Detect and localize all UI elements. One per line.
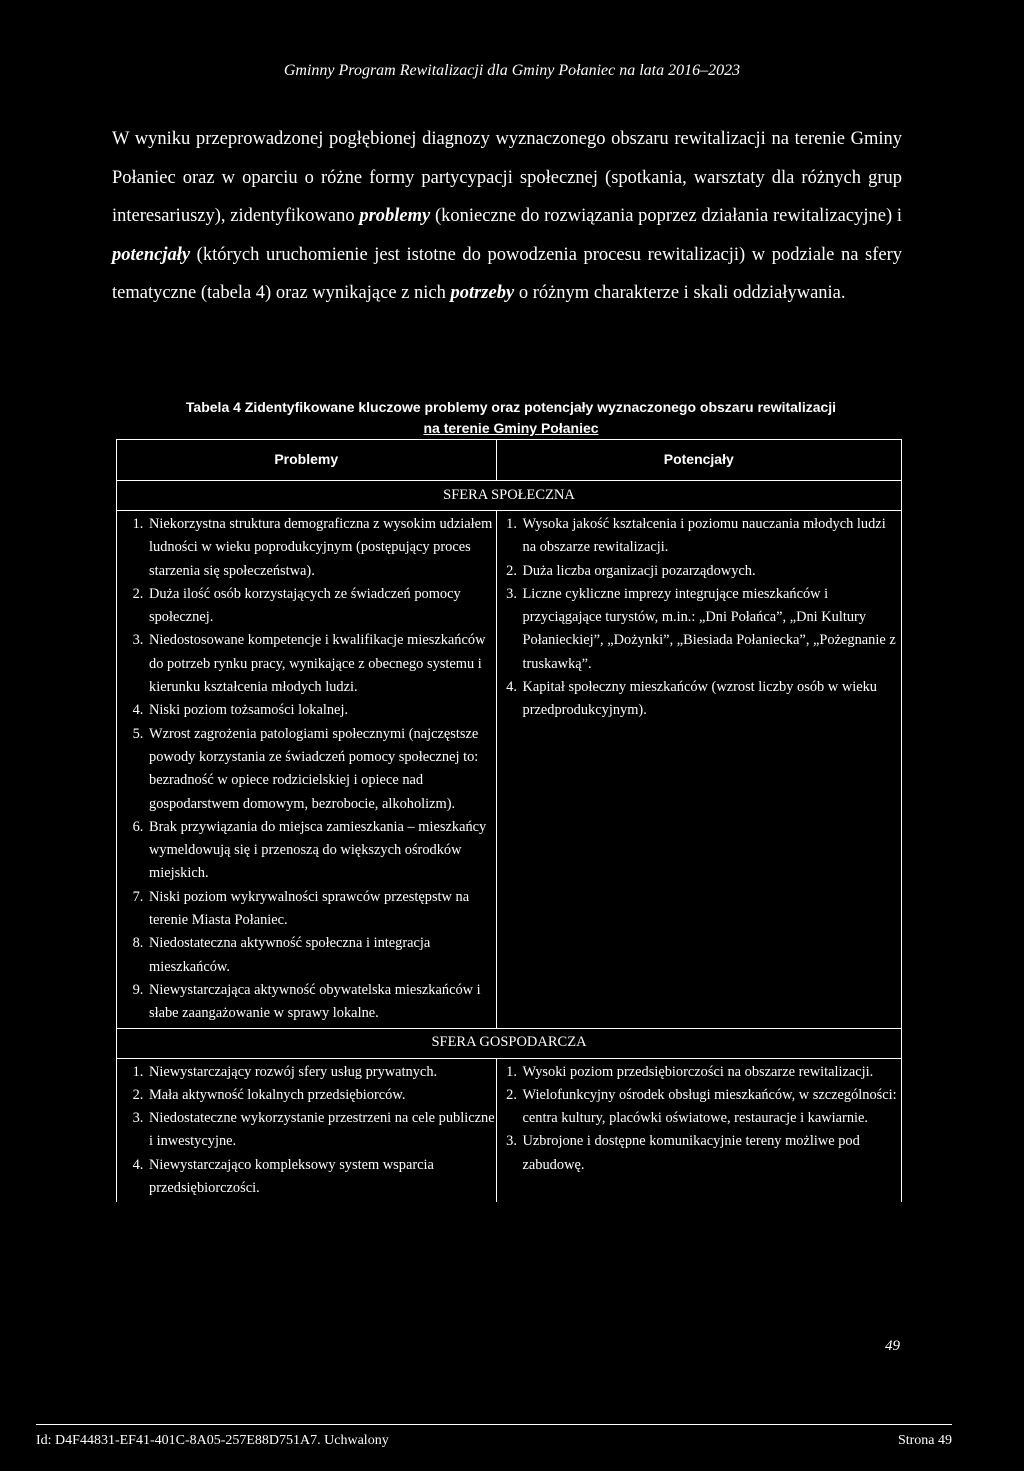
sphere-content-economic — [117, 1058, 902, 1202]
intro-emphasis-potencjaly: potencjały — [112, 244, 191, 265]
list-item: 3. Niedostateczne wykorzystanie przestrzeni na cele publiczne i inwestycyjne. — [147, 1107, 496, 1154]
list-item: 4. Kapitał społeczny mieszkańców (wzrost liczby osób w wieku przedprodukcyjnym). — [521, 676, 901, 723]
list-item: 1. Wysoki poziom przedsiębiorczości na obszarze rewitalizacji. — [521, 1061, 901, 1084]
running-header: Gminny Program Rewitalizacji dla Gminy Połaniec na lata 2016–2023 — [283, 62, 741, 79]
economic-potentials-list — [497, 1061, 901, 1177]
list-item: 4. Niski poziom tożsamości lokalnej. — [147, 699, 496, 722]
list-item: 2. Duża ilość osób korzystających ze świadczeń pomocy społecznej. — [147, 583, 496, 630]
social-potentials-list — [497, 513, 901, 723]
sphere-content-social — [117, 511, 902, 1029]
list-item: 3. Niedostosowane kompetencje i kwalifikacje mieszkańców do potrzeb rynku pracy, wynikające z obecnego systemu i kierunku kształcenia młodych ludzi. — [147, 629, 496, 699]
list-item: 1. Wysoka jakość kształcenia i poziomu nauczania młodych ludzi na obszarze rewitalizacji. — [521, 513, 901, 560]
table-caption — [118, 397, 904, 439]
intro-text-1: W wyniku przeprowadzonej pogłębionej diagnozy wyznaczonego obszaru rewitalizacji na terenie Gminy Połaniec oraz w oparciu o różne formy partycypacji społecznej (spotkania, warsztaty dla różnych grup interesariuszy), zidentyfikowano — [112, 129, 902, 226]
list-item: 3. Uzbrojone i dostępne komunikacyjnie tereny możliwe pod zabudowę. — [521, 1130, 901, 1177]
list-item: 1. Niekorzystna struktura demograficzna z wysokim udziałem ludności w wieku poprodukcyjnym (postępujący proces starzenia się społeczeństwa). — [147, 513, 496, 583]
intro-text-4: o różnym charakterze i skali oddziaływania. — [514, 283, 846, 303]
list-item: 8. Niedostateczna aktywność społeczna i integracja mieszkańców. — [147, 932, 496, 979]
social-problems-list — [117, 513, 496, 1026]
sphere-row-social — [117, 481, 902, 511]
list-item: 2. Wielofunkcyjny ośrodek obsługi mieszkańców, w szczególności: centra kultury, placówki oświatowe, restauracje i kawiarnie. — [521, 1084, 901, 1131]
header-problems: Problemy — [117, 440, 497, 481]
intro-emphasis-potrzeby: potrzeby — [450, 283, 515, 303]
intro-text-3: (których uruchomienie jest istotne do powodzenia procesu rewitalizacji) w podziale na sfery tematyczne (tabela 4) oraz wynikające z nich — [112, 244, 902, 303]
list-item: 1. Niewystarczający rozwój sfery usług prywatnych. — [147, 1061, 496, 1084]
economic-problems-list — [117, 1061, 496, 1201]
sphere-title-social: SFERA SPOŁECZNA — [117, 481, 902, 511]
intro-text-2: (konieczne do rozwiązania poprzez działania rewitalizacyjne) i — [430, 206, 902, 226]
list-item: 9. Niewystarczająca aktywność obywatelska mieszkańców i słabe zaangażowanie w sprawy lokalne. — [147, 979, 496, 1026]
list-item: 2. Duża liczba organizacji pozarządowych. — [521, 560, 901, 583]
list-item: 6. Brak przywiązania do miejsca zamieszkania – mieszkańcy wymeldowują się i przenoszą do większych ośrodków miejskich. — [147, 816, 496, 886]
economic-potentials-cell — [496, 1058, 901, 1202]
social-potentials-cell — [496, 511, 901, 1029]
intro-paragraph — [112, 120, 902, 313]
problems-potentials-table — [116, 439, 902, 1202]
sphere-title-economic: SFERA GOSPODARCZA — [117, 1028, 902, 1058]
table-caption-line-2: na terenie Gminy Połaniec — [423, 420, 599, 436]
economic-problems-cell — [117, 1058, 497, 1202]
footer-page-label: Strona 49 — [897, 1433, 952, 1448]
list-item: 2. Mała aktywność lokalnych przedsiębiorców. — [147, 1084, 496, 1107]
table-caption-line-1: Tabela 4 Zidentyfikowane kluczowe problemy oraz potencjały wyznaczonego obszaru rewitalizacji — [185, 399, 837, 415]
intro-emphasis-problemy: problemy — [359, 206, 431, 226]
sphere-row-economic — [117, 1028, 902, 1058]
list-item: 7. Niski poziom wykrywalności sprawców przestępstw na terenie Miasta Połaniec. — [147, 886, 496, 933]
list-item: 4. Niewystarczająco kompleksowy system wsparcia przedsiębiorczości. — [147, 1154, 496, 1201]
header-potentials: Potencjały — [496, 440, 901, 481]
footer-document-id: Id: D4F44831-EF41-401C-8A05-257E88D751A7. Uchwalony — [36, 1433, 389, 1448]
list-item: 3. Liczne cykliczne imprezy integrujące mieszkańców i przyciągające turystów, m.in.: „Dni Połańca”, „Dni Kultury Połanieckiej”, „Dożynki”, „Biesiada Połaniecka”, „Pożegnanie z truskawką”. — [521, 583, 901, 676]
table-header-row — [117, 440, 902, 481]
social-problems-cell — [117, 511, 497, 1029]
page-number: 49 — [885, 1338, 900, 1354]
footer-divider — [36, 1424, 952, 1425]
list-item: 5. Wzrost zagrożenia patologiami społecznymi (najczęstsze powody korzystania ze świadczeń pomocy społecznej to: bezradność w opiece rodzicielskiej i opiece nad gospodarstwem domowym, bezrobocie, alkoholizm). — [147, 723, 496, 816]
